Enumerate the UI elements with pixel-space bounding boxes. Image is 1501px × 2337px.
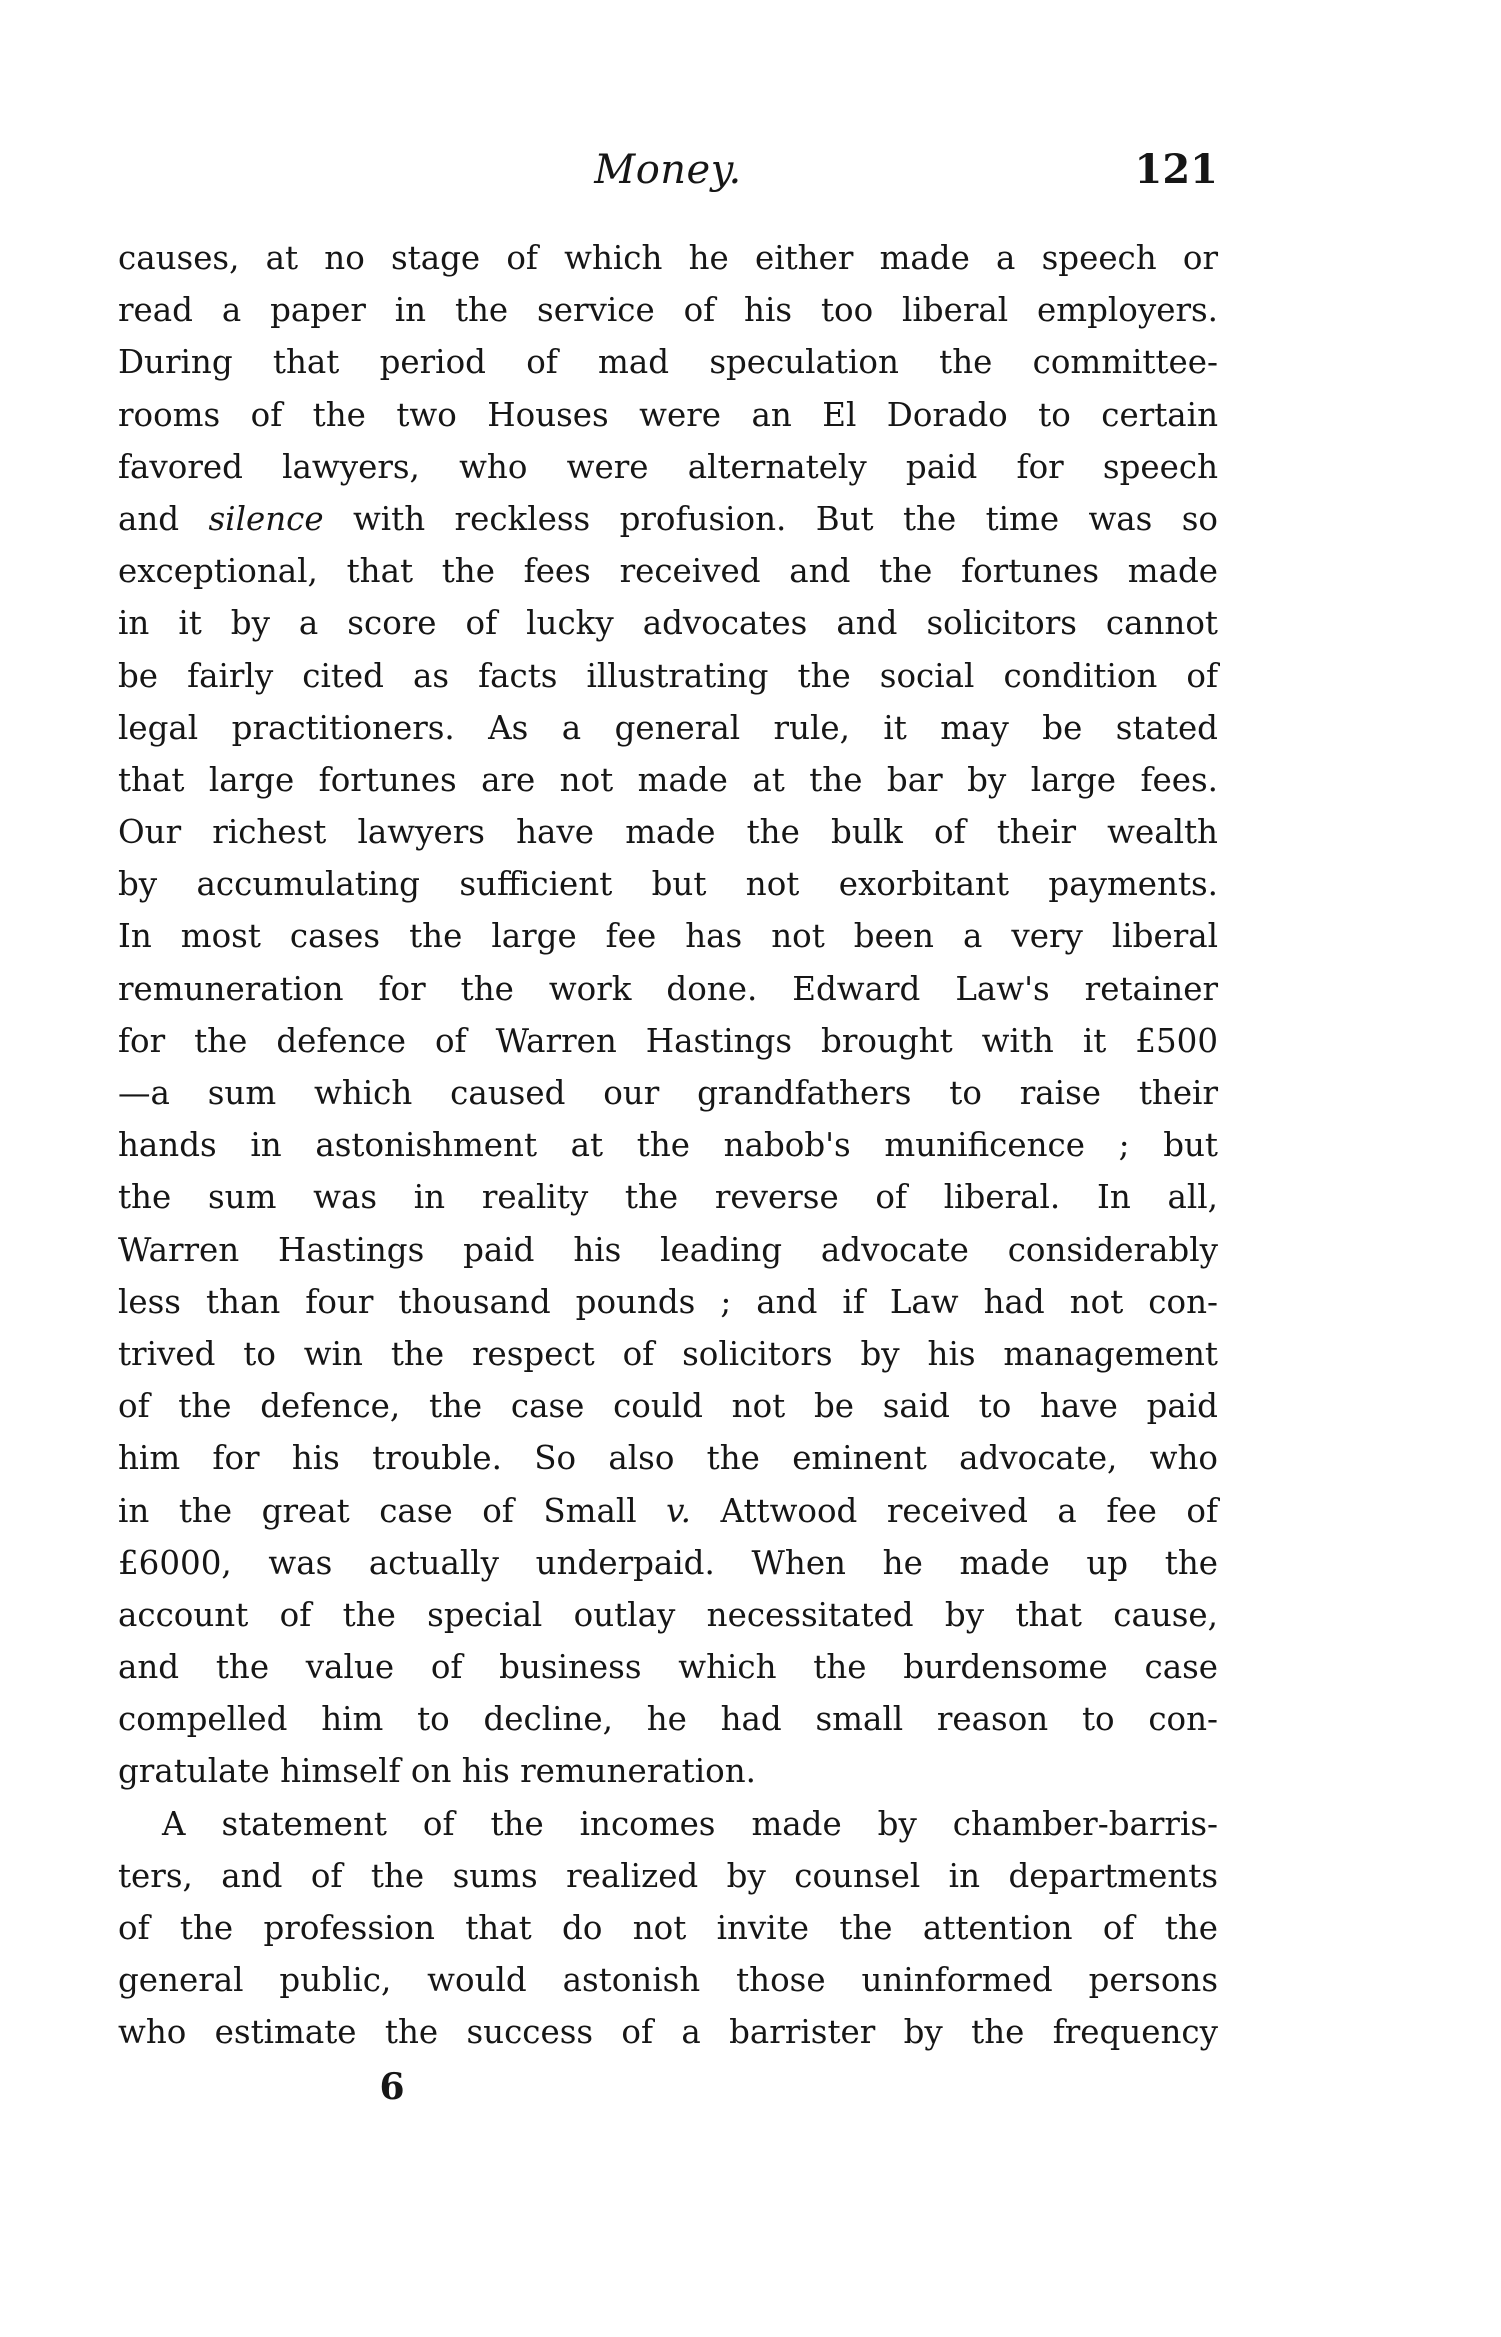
text-segment: in the great case of Small	[118, 1491, 667, 1530]
text-line: of the defence, the case could not be said to have paid	[118, 1387, 1218, 1426]
text-line: ters, and of the sums realized by counsel in departments	[118, 1856, 1218, 1895]
running-title: Money.	[594, 147, 742, 193]
text-line: general public, would astonish those uninformed persons	[118, 1961, 1218, 2000]
text-segment: Attwood received a fee of	[691, 1491, 1218, 1530]
text-line: in it by a score of lucky advocates and solicitors cannot	[118, 604, 1218, 643]
body-text	[118, 232, 1218, 2059]
page-number: 121	[1134, 146, 1218, 193]
text-segment: and	[118, 499, 209, 538]
text-line: trived to win the respect of solicitors by his management	[118, 1334, 1218, 1373]
text-line: gratulate himself on his remuneration.	[118, 1752, 756, 1791]
text-line: rooms of the two Houses were an El Dorado to certain	[118, 395, 1218, 434]
text-line: the sum was in reality the reverse of liberal. In all,	[118, 1178, 1218, 1217]
text-line: by accumulating sufficient but not exorbitant payments.	[118, 865, 1218, 904]
page-header	[118, 140, 1218, 200]
text-line: causes, at no stage of which he either made a speech or	[118, 239, 1218, 277]
text-line: remuneration for the work done. Edward Law's retainer	[118, 969, 1218, 1008]
italic-word: silence	[208, 499, 324, 538]
text-line: Warren Hastings paid his leading advocate considerably	[118, 1230, 1218, 1269]
text-line: less than four thousand pounds ; and if Law had not con-	[118, 1282, 1218, 1321]
text-line: —a sum which caused our grandfathers to raise their	[118, 1074, 1218, 1112]
text-line	[118, 1485, 1218, 1537]
text-line: read a paper in the service of his too liberal employers.	[118, 291, 1218, 330]
text-line: favored lawyers, who were alternately paid for speech	[118, 447, 1218, 486]
text-line: exceptional, that the fees received and the fortunes made	[118, 552, 1218, 591]
text-line: hands in astonishment at the nabob's munificence ; but	[118, 1126, 1218, 1165]
text-line: him for his trouble. So also the eminent advocate, who	[118, 1439, 1218, 1478]
text-line: £6000, was actually underpaid. When he made up the	[118, 1543, 1218, 1582]
text-line: Our richest lawyers have made the bulk of their wealth	[118, 813, 1218, 852]
signature-mark: 6	[379, 2066, 405, 2108]
italic-word: v.	[666, 1491, 692, 1530]
text-line: that large fortunes are not made at the bar by large fees.	[118, 760, 1218, 799]
text-line: who estimate the success of a barrister by the frequency	[118, 2013, 1218, 2052]
text-line: of the profession that do not invite the attention of the	[118, 1909, 1218, 1947]
text-line: compelled him to decline, he had small reason to con-	[118, 1700, 1218, 1739]
text-line	[118, 493, 1218, 545]
text-line: account of the special outlay necessitated by that cause,	[118, 1595, 1218, 1634]
text-line: legal practitioners. As a general rule, it may be stated	[118, 708, 1218, 747]
text-line: During that period of mad speculation the committee-	[118, 343, 1218, 382]
text-segment: with reckless profusion. But the time was so	[323, 499, 1218, 538]
text-line: A statement of the incomes made by chamber-barris-	[162, 1804, 1218, 1843]
text-line: In most cases the large fee has not been a very liberal	[118, 917, 1218, 956]
text-line: be fairly cited as facts illustrating the social condition of	[118, 656, 1218, 695]
text-line: and the value of business which the burdensome case	[118, 1648, 1218, 1687]
text-line: for the defence of Warren Hastings brought with it £500	[118, 1021, 1218, 1060]
